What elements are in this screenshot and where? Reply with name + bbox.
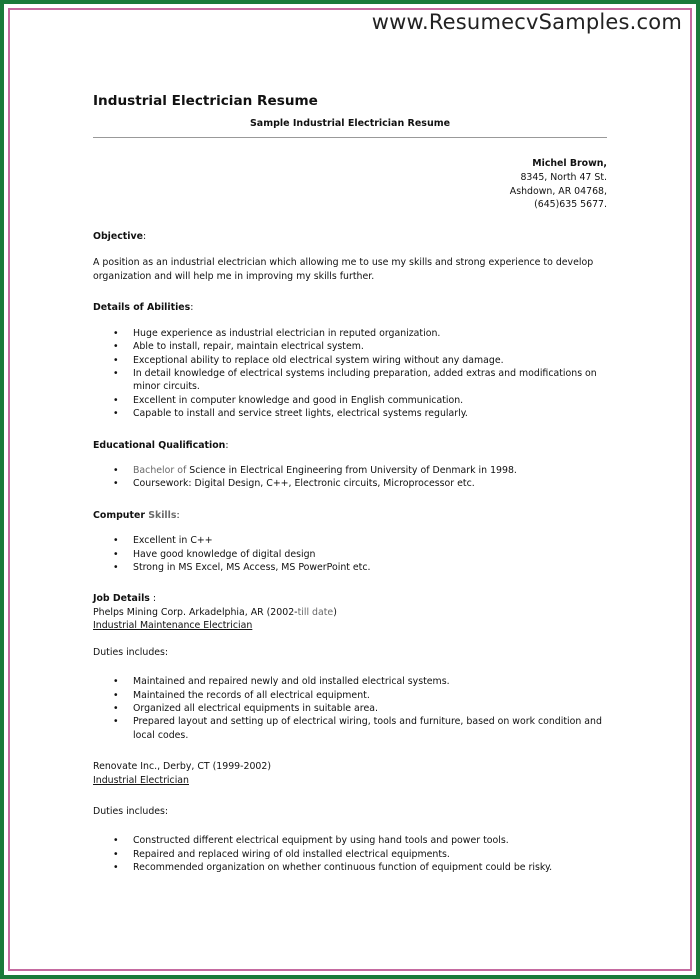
job1-title: Industrial Maintenance Electrician [93, 620, 253, 632]
list-item: • Exceptional ability to replace old electrical system wiring without any damage. [93, 354, 607, 367]
list-item [93, 464, 607, 477]
list-item: • Recommended organization on whether continuous function of equipment could be risky. [93, 861, 607, 874]
list-item: • Repaired and replaced wiring of old installed electrical equipments. [93, 848, 607, 861]
computer-skills-list [93, 534, 607, 574]
job2-duties-list [93, 834, 607, 874]
resume-document [93, 92, 607, 875]
list-item: • Prepared layout and setting up of electrical wiring, tools and furniture, based on work condition and local codes. [93, 715, 607, 742]
job2-duties-label: Duties includes: [93, 805, 169, 817]
list-item: • Able to install, repair, maintain electrical system. [93, 340, 607, 353]
abilities-heading: Details of Abilities: [93, 302, 194, 314]
job2-company: Renovate Inc., Derby, CT (1999-2002) [93, 761, 272, 773]
contact-name: Michel Brown, [532, 158, 607, 170]
degree-detail: Science in Electrical Engineering from University of Denmark in 1998. [186, 465, 517, 477]
objective-text: A position as an industrial electrician which allowing me to use my skills and strong experience to develop organization and will help me in improving my skills further. [93, 257, 594, 282]
job-details-heading: Job Details : [93, 593, 156, 605]
watermark: www.ResumecvSamples.com [371, 10, 682, 34]
list-item: • Have good knowledge of digital design [93, 548, 607, 561]
education-list [93, 464, 607, 491]
job1-duties-list [93, 675, 607, 742]
contact-block [93, 157, 607, 211]
resume-title: Industrial Electrician Resume [93, 93, 318, 109]
list-item: • Coursework: Digital Design, C++, Electronic circuits, Microprocessor etc. [93, 477, 607, 490]
job1-duties-label: Duties includes: [93, 646, 169, 658]
abilities-list [93, 327, 607, 421]
resume-subtitle: Sample Industrial Electrician Resume [249, 118, 451, 129]
list-item: • Excellent in computer knowledge and good in English communication. [93, 394, 607, 407]
job2-title: Industrial Electrician [93, 774, 189, 786]
degree-prefix: Bachelor of [133, 465, 187, 477]
list-item: • Huge experience as industrial electrician in reputed organization. [93, 327, 607, 340]
list-item: • Maintained and repaired newly and old installed electrical systems. [93, 675, 607, 688]
contact-address-line1: 8345, North 47 St. [520, 172, 607, 183]
list-item: • Capable to install and service street lights, electrical systems regularly. [93, 407, 607, 420]
list-item: • In detail knowledge of electrical systems including preparation, added extras and modifications on minor circuits. [93, 367, 607, 394]
contact-phone: (645)635 5677. [534, 199, 607, 211]
list-item: • Strong in MS Excel, MS Access, MS PowerPoint etc. [93, 561, 607, 574]
divider [93, 137, 607, 138]
list-item: • Excellent in C++ [93, 534, 607, 547]
list-item: • Organized all electrical equipments in suitable area. [93, 702, 607, 715]
list-item: • Constructed different electrical equipment by using hand tools and power tools. [93, 834, 607, 847]
education-heading: Educational Qualification: [93, 439, 229, 451]
objective-heading: Objective: [93, 230, 147, 242]
job1-company: Phelps Mining Corp. Arkadelphia, AR (2002-till date) [93, 606, 337, 618]
contact-address-line2: Ashdown, AR 04768, [509, 185, 607, 197]
list-item: • Maintained the records of all electrical equipment. [93, 689, 607, 702]
computer-skills-heading: Computer Skills: [93, 509, 180, 521]
